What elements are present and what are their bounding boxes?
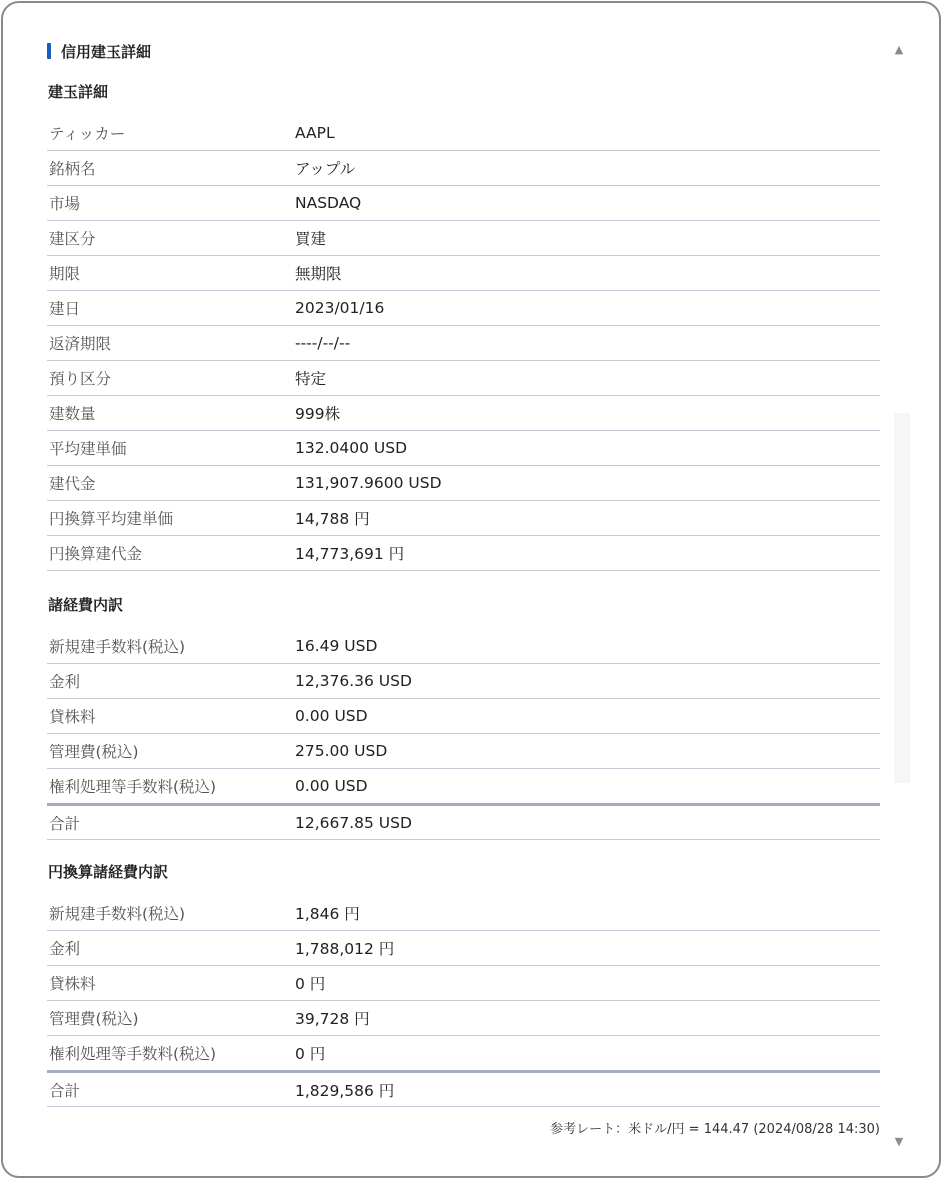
table-row	[47, 466, 880, 501]
row-value: 131,907.9600 USD	[295, 466, 880, 501]
total-label: 合計	[47, 1072, 295, 1107]
table-row	[47, 256, 880, 291]
expenses-table	[47, 629, 880, 840]
table-row	[47, 116, 880, 151]
table-row	[47, 501, 880, 536]
reference-rate: 参考レート：米ドル/円 = 144.47 (2024/08/28 14:30)	[550, 1122, 880, 1137]
table-row	[47, 431, 880, 466]
row-label: 銘柄名	[47, 151, 295, 186]
table-row	[47, 221, 880, 256]
table-row	[47, 291, 880, 326]
table-row	[47, 769, 880, 805]
table-row	[47, 396, 880, 431]
row-value: 999株	[295, 396, 880, 431]
row-label: 返済期限	[47, 326, 295, 361]
row-value: 14,773,691 円	[295, 536, 880, 571]
table-row	[47, 1036, 880, 1072]
row-label: 市場	[47, 186, 295, 221]
table-row	[47, 186, 880, 221]
row-label: 金利	[47, 664, 295, 699]
panel-title-text: 信用建玉詳細	[61, 42, 152, 61]
row-label: 建日	[47, 291, 295, 326]
table-row	[47, 1001, 880, 1036]
row-value: 39,728 円	[295, 1001, 880, 1036]
row-label: 貸株料	[47, 699, 295, 734]
row-label: 建代金	[47, 466, 295, 501]
row-label: 預り区分	[47, 361, 295, 396]
row-label: 新規建手数料(税込)	[47, 629, 295, 664]
section-heading-expenses: 諸経費内訳	[48, 596, 124, 614]
row-value: ----/--/--	[295, 326, 880, 361]
table-row	[47, 151, 880, 186]
table-row	[47, 966, 880, 1001]
row-label: 平均建単価	[47, 431, 295, 466]
table-row	[47, 326, 880, 361]
row-label: 管理費(税込)	[47, 1001, 295, 1036]
table-row	[47, 361, 880, 396]
table-row	[47, 734, 880, 769]
total-row	[47, 805, 880, 840]
row-value: 14,788 円	[295, 501, 880, 536]
row-value: 買建	[295, 221, 880, 256]
row-label: 新規建手数料(税込)	[47, 896, 295, 931]
table-row	[47, 896, 880, 931]
position-table	[47, 116, 880, 571]
table-row	[47, 536, 880, 571]
row-label: 期限	[47, 256, 295, 291]
row-label: ティッカー	[47, 116, 295, 151]
section-heading-expenses-jpy: 円換算諸経費内訳	[48, 863, 169, 881]
total-label: 合計	[47, 805, 295, 840]
row-value: 12,376.36 USD	[295, 664, 880, 699]
row-value: アップル	[295, 151, 880, 186]
row-value: 132.0400 USD	[295, 431, 880, 466]
scroll-down-icon[interactable]: ▼	[894, 1134, 904, 1148]
row-value: 0.00 USD	[295, 699, 880, 734]
row-value: 特定	[295, 361, 880, 396]
row-value: NASDAQ	[295, 186, 880, 221]
expenses-jpy-table	[47, 896, 880, 1107]
table-row	[47, 664, 880, 699]
panel-title	[47, 41, 151, 61]
row-label: 権利処理等手数料(税込)	[47, 1036, 295, 1072]
section-heading-position: 建玉詳細	[48, 83, 109, 101]
row-value: 2023/01/16	[295, 291, 880, 326]
row-value: 0 円	[295, 1036, 880, 1072]
collapse-chevron-up-icon[interactable]: ▲	[894, 42, 904, 56]
row-value: 275.00 USD	[295, 734, 880, 769]
row-value: 0 円	[295, 966, 880, 1001]
row-label: 建区分	[47, 221, 295, 256]
table-row	[47, 629, 880, 664]
total-value: 12,667.85 USD	[295, 805, 880, 840]
row-label: 権利処理等手数料(税込)	[47, 769, 295, 805]
row-value: AAPL	[295, 116, 880, 151]
row-label: 管理費(税込)	[47, 734, 295, 769]
row-value: 無期限	[295, 256, 880, 291]
table-row	[47, 699, 880, 734]
row-value: 0.00 USD	[295, 769, 880, 805]
row-value: 16.49 USD	[295, 629, 880, 664]
row-label: 金利	[47, 931, 295, 966]
row-value: 1,846 円	[295, 896, 880, 931]
title-accent-bar	[47, 43, 51, 59]
row-value: 1,788,012 円	[295, 931, 880, 966]
row-label: 円換算平均建単価	[47, 501, 295, 536]
scrollbar-track[interactable]	[894, 413, 910, 783]
total-value: 1,829,586 円	[295, 1072, 880, 1107]
row-label: 貸株料	[47, 966, 295, 1001]
row-label: 建数量	[47, 396, 295, 431]
row-label: 円換算建代金	[47, 536, 295, 571]
total-row	[47, 1072, 880, 1107]
table-row	[47, 931, 880, 966]
